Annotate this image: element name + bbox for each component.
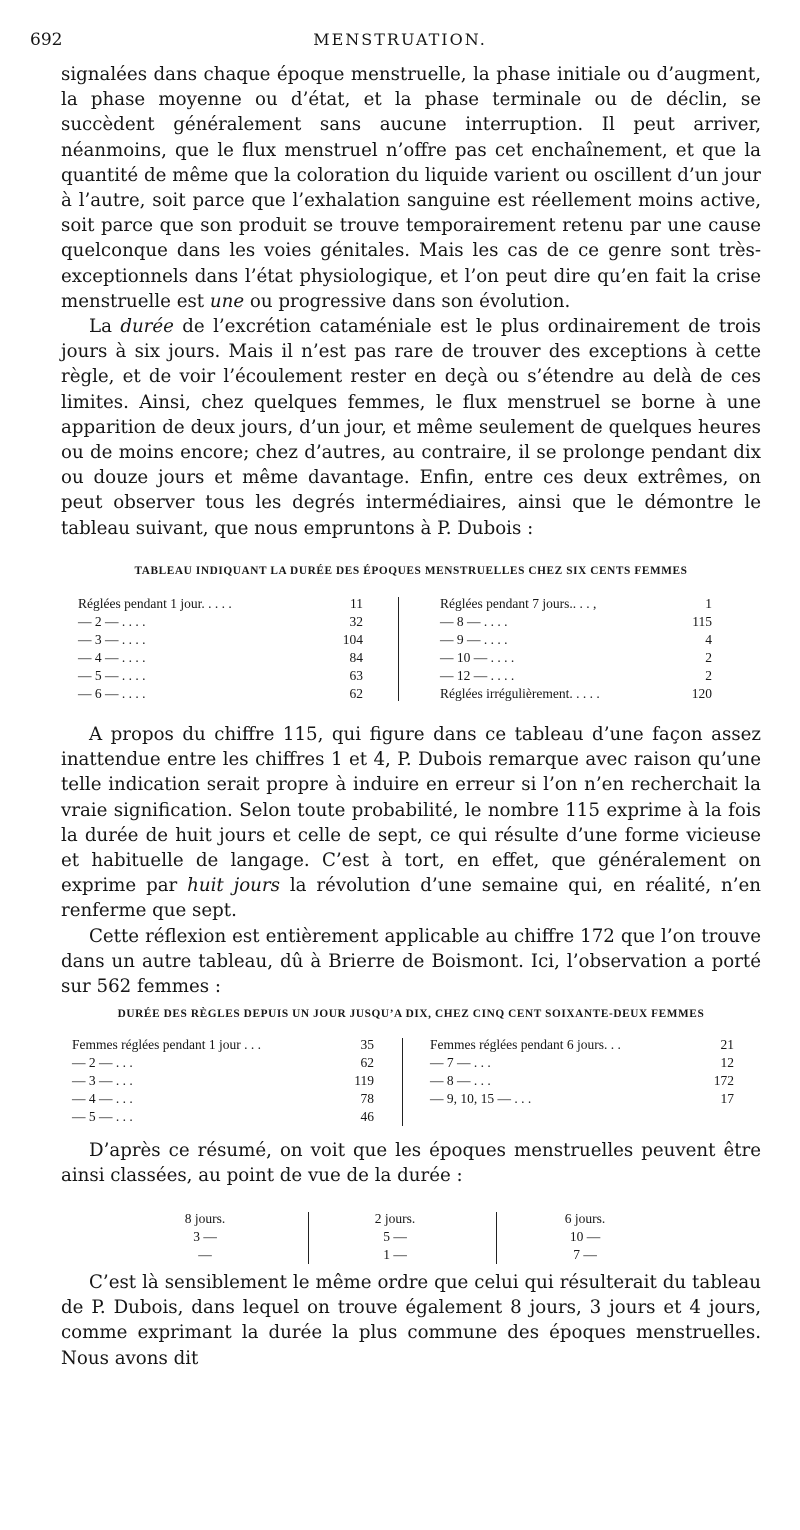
page-header: [30, 30, 770, 56]
row-value: 1: [705, 596, 712, 611]
table-2: [72, 1036, 742, 1128]
table-3-cell: 10 —: [569, 1229, 601, 1244]
table-3-cell: 6 jours.: [564, 1211, 606, 1226]
table-3-cell: 5 —: [383, 1229, 407, 1244]
row-value: 120: [691, 686, 712, 701]
row-label: — 8 — . . .: [430, 1073, 491, 1088]
row-value: 32: [349, 614, 363, 629]
table-row: [440, 631, 712, 649]
table-3-divider-2: [496, 1212, 497, 1264]
row-value: 62: [360, 1055, 374, 1070]
table-row: [72, 1072, 374, 1090]
row-value: 17: [720, 1091, 734, 1106]
page-number: 692: [30, 30, 63, 50]
row-label: — 5 — . . . .: [78, 668, 146, 683]
table-row: [440, 685, 712, 703]
row-value: 62: [349, 686, 363, 701]
row-value: 12: [720, 1055, 734, 1070]
row-value: 2: [705, 650, 712, 665]
row-label: — 4 — . . . .: [78, 650, 146, 665]
table-row: [78, 685, 363, 703]
row-value: 104: [342, 632, 363, 647]
table-3-cell: 3 —: [193, 1229, 217, 1244]
paragraph-6: C’est là sensiblement le même ordre que celui qui résulterait du tableau de P. Dubois, dans lequel on trouve également 8 jours, 3 jours et 4 jours, comme exprimant la durée la plus commune des époques menstruelles. Nous avons dit: [61, 1272, 761, 1369]
row-value: 11: [350, 596, 363, 611]
body-text-middle: [61, 722, 761, 999]
table-row: [430, 1090, 734, 1108]
table-3-cell: —: [198, 1247, 212, 1262]
table-1-left-column: [78, 595, 363, 703]
row-label: — 2 — . . .: [72, 1055, 133, 1070]
table-3-divider-1: [308, 1212, 309, 1264]
table-1-right-column: [440, 595, 712, 703]
table-row: [440, 613, 712, 631]
row-label: Réglées pendant 1 jour. . . . .: [78, 596, 232, 611]
paragraph-5: D’après ce résumé, on voit que les époques menstruelles peuvent être ainsi classées, au point de vue de la durée :: [61, 1140, 761, 1187]
row-value: 115: [692, 614, 712, 629]
table-3: [150, 1210, 650, 1268]
row-value: 78: [360, 1091, 374, 1106]
table-2-left-column: [72, 1036, 374, 1126]
table-1-title: TABLEAU INDIQUANT LA DURÉE DES ÉPOQUES MENSTRUELLES CHEZ SIX CENTS FEMMES: [134, 565, 688, 577]
row-label: — 8 — . . . .: [440, 614, 508, 629]
table-row: [78, 631, 363, 649]
paragraph-2: La durée de l’excrétion cataméniale est le plus ordinairement de trois jours à six jours. Mais il n’est pas rare de trouver des exceptions à cette règle, et de voir l’écoulement rester en deçà ou s’étendre au delà de ces limites. Ainsi, chez quelques femmes, le flux menstruel se borne à une apparition de deux jours, d’un jour, et même seulement de quelques heures ou de moins encore; chez d’autres, au contraire, il se prolonge pendant dix ou douze jours et même davantage. Enfin, entre ces deux extrêmes, on peut observer tous les degrés intermédiaires, ainsi que le démontre le tableau suivant, que nous empruntons à P. Dubois :: [61, 316, 761, 539]
table-row: [440, 649, 712, 667]
row-label: — 7 — . . .: [430, 1055, 491, 1070]
row-label: Réglées irrégulièrement. . . . .: [440, 686, 600, 701]
row-label: — 6 — . . . .: [78, 686, 146, 701]
table-3-cell: 7 —: [573, 1247, 597, 1262]
row-label: Réglées pendant 7 jours.. . . ,: [440, 596, 597, 611]
table-row: [440, 667, 712, 685]
row-value: 84: [349, 650, 363, 665]
table-row: [72, 1054, 374, 1072]
table-row: [78, 595, 363, 613]
row-value: 46: [360, 1109, 374, 1124]
row-label: — 9, 10, 15 — . . .: [430, 1091, 532, 1106]
paragraph-1: signalées dans chaque époque menstruelle, la phase initiale ou d’augment, la phase moyenne ou d’état, et la phase terminale ou de déclin, se succèdent généralement sans aucune interruption. Il peut arriver, néanmoins, que le flux menstruel n’offre pas cet enchaînement, et que la quantité de même que la coloration du liquide varient ou oscillent d’un jour à l’autre, soit parce que l’exhalation sanguine est réellement moins active, soit parce que son produit se trouve temporairement retenu par une cause quelconque dans les voies génitales. Mais les cas de ce genre sont très-exceptionnels dans l’état physiologique, et l’on peut dire qu’en fait la crise menstruelle est une ou progressive dans son évolution.: [61, 64, 761, 312]
body-text-lower: [61, 1138, 761, 1188]
table-row: [72, 1108, 374, 1126]
body-text-top: [61, 62, 761, 541]
table-3-cell: 2 jours.: [374, 1211, 416, 1226]
table-2-right-column: [430, 1036, 734, 1108]
table-row: [78, 667, 363, 685]
row-label: — 3 — . . . .: [78, 632, 146, 647]
table-row: [72, 1090, 374, 1108]
table-3-cell: 8 jours.: [184, 1211, 226, 1226]
row-label: — 2 — . . . .: [78, 614, 146, 629]
table-row: [440, 595, 712, 613]
row-label: — 10 — . . . .: [440, 650, 515, 665]
row-value: 119: [354, 1073, 374, 1088]
table-3-column-2: [340, 1210, 450, 1264]
table-row: [72, 1036, 374, 1054]
row-label: — 3 — . . .: [72, 1073, 133, 1088]
table-row: [430, 1072, 734, 1090]
row-value: 63: [349, 668, 363, 683]
paragraph-4: Cette réflexion est entièrement applicable au chiffre 172 que l’on trouve dans un autre tableau, dû à Brierre de Boismont. Ici, l’observation a porté sur 562 femmes :: [61, 925, 761, 998]
row-value: 21: [720, 1037, 734, 1052]
row-label: — 12 — . . . .: [440, 668, 515, 683]
body-text-bottom: [61, 1270, 761, 1371]
row-value: 172: [713, 1073, 734, 1088]
table-1-divider: [398, 597, 399, 701]
row-value: 2: [705, 668, 712, 683]
table-3-column-3: [530, 1210, 640, 1264]
table-3-cell: 1 —: [383, 1247, 407, 1262]
row-label: Femmes réglées pendant 1 jour . . .: [72, 1037, 261, 1052]
table-2-divider: [402, 1038, 403, 1126]
table-1: [78, 595, 718, 705]
table-row: [430, 1036, 734, 1054]
table-2-title: DURÉE DES RÈGLES DEPUIS UN JOUR JUSQU’A DIX, CHEZ CINQ CENT SOIXANTE-DEUX FEMMES: [117, 1008, 705, 1020]
row-value: 4: [705, 632, 712, 647]
row-label: Femmes réglées pendant 6 jours. . .: [430, 1037, 621, 1052]
running-title: MENSTRUATION.: [313, 30, 487, 49]
row-value: 35: [360, 1037, 374, 1052]
table-row: [78, 649, 363, 667]
table-row: [78, 613, 363, 631]
row-label: — 4 — . . .: [72, 1091, 133, 1106]
table-row: [430, 1054, 734, 1072]
row-label: — 9 — . . . .: [440, 632, 508, 647]
table-3-column-1: [150, 1210, 260, 1264]
row-label: — 5 — . . .: [72, 1109, 133, 1124]
paragraph-3: A propos du chiffre 115, qui figure dans ce tableau d’une façon assez inattendue entre les chiffres 1 et 4, P. Dubois remarque avec raison qu’une telle indication serait propre à induire en erreur si l’on n’en recherchait la vraie signification. Selon toute probabilité, le nombre 115 exprime à la fois la durée de huit jours et celle de sept, ce qui résulte d’une forme vicieuse et habituelle de langage. C’est à tort, en effet, que généralement on exprime par huit jours la révolution d’une semaine qui, en réalité, n’en renferme que sept.: [61, 724, 761, 922]
